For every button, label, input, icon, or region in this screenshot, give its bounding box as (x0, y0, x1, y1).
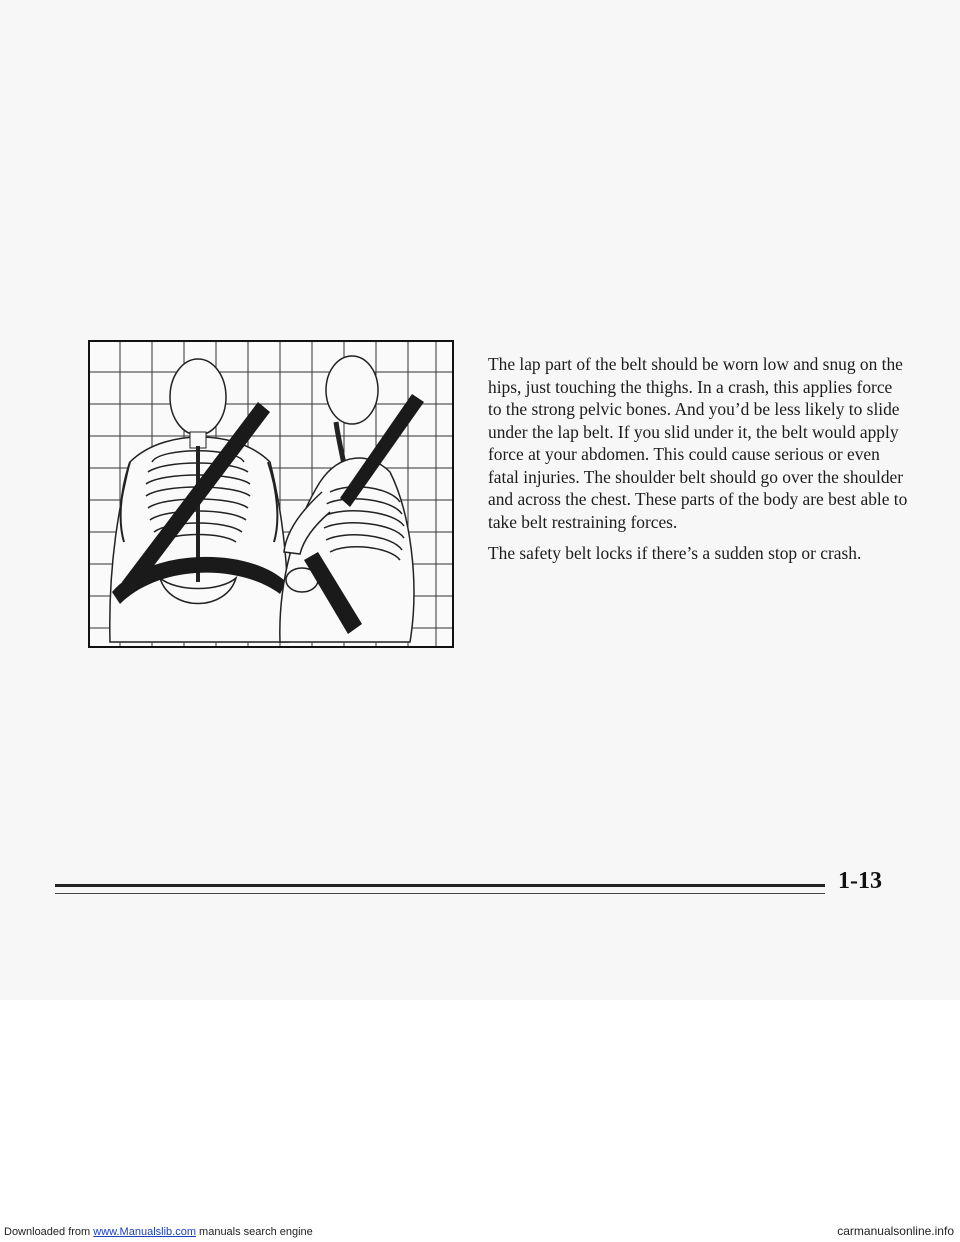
download-notice (4, 1226, 313, 1238)
download-suffix: manuals search engine (195, 1226, 313, 1238)
page-number: 1-13 (838, 868, 882, 894)
paragraph-lap-belt: The lap part of the belt should be worn low and snug on the hips, just touching the thighs. In a crash, this applies force to the strong pelvic bones. And you’d be less likely to slide under the lap belt. If you slid under it, the belt would apply force at your abdomen. This could cause serious or even fatal injuries. The shoulder belt should go over the shoulder and across the chest. These parts of the body are best able to take belt restraining forces. (488, 354, 908, 532)
front-view-skeleton (110, 359, 288, 642)
footer-rule-thick (55, 884, 825, 887)
safety-belt-skeleton-illustration (88, 340, 454, 648)
paragraph-belt-locks: The safety belt locks if there’s a sudden stop or crash. (488, 543, 862, 563)
watermark: carmanualsonline.info (837, 1224, 954, 1238)
body-text (488, 353, 908, 574)
footer-rule-thin (55, 893, 825, 894)
skeleton-drawing (90, 342, 452, 646)
side-view-skeleton (280, 356, 424, 642)
download-prefix: Downloaded from (4, 1226, 94, 1238)
manualslib-link[interactable]: www.Manualslib.com (93, 1226, 196, 1238)
